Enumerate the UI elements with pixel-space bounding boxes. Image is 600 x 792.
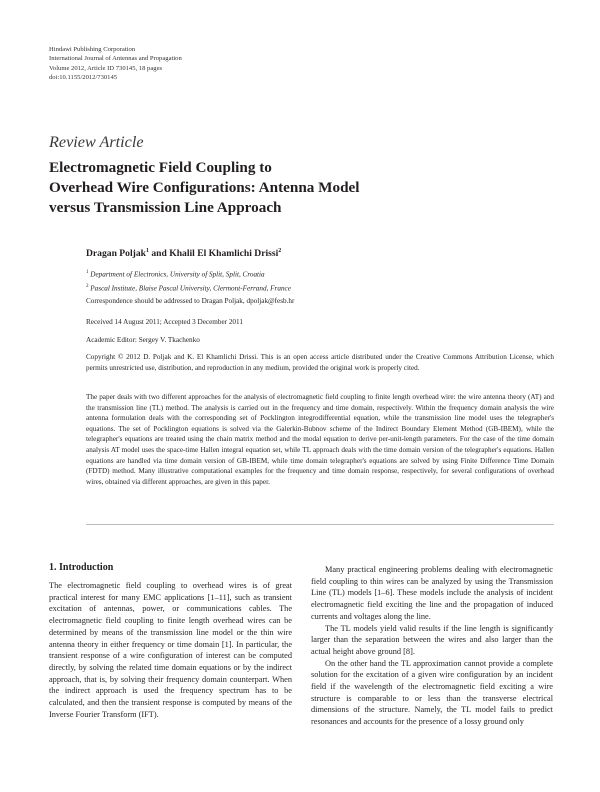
abstract: The paper deals with two different approaches for the analysis of electromagnetic field coupling to finite length overhead wire: the wire antenna theory (AT) and the transmission line (TL) method. The analysis is carried out in the frequency and time domain, respectively. Within the frequency domain analysis the wire antenna formulation deals with the corresponding set of Pocklington integrodifferential equation, while the transmission line model uses the telegrapher's equations. The set of Pocklington equations is solved via the Galerkin-Bubnov scheme of the Indirect Boundary Element Method (GB-IBEM), while the telegrapher's equations are treated using the chain matrix method and the modal equation to derive per-unit-length parameters. For the case of the time domain analysis AT model uses the space-time Hallen integral equation set, while TL approach deals with the time domain version of the telegrapher's equations. Hallen equations are handled via time domain version of GB-IBEM, while time domain telegrapher's equations are solved by using Finite Difference Time Domain (FDTD) method. Many illustrative computational examples for the frequency and time domain response, respectively, for several configurations of overhead wires, obtained via different approaches, are given in this paper. <box>86 393 554 486</box>
author-name: Khalil El Khamlichi Drissi <box>169 248 279 260</box>
journal-name-line: International Journal of Antennas and Propagation <box>49 55 182 63</box>
received-dates: Received 14 August 2011; Accepted 3 December 2011 <box>86 318 243 326</box>
correspondence-note: Correspondence should be addressed to Dragan Poljak, dpoljak@fesb.hr <box>86 297 295 305</box>
body-paragraph: On the other hand the TL approximation cannot provide a complete solution for the excitation of a given wire configuration by an incident field if the wavelength of the electromagnetic field exciting a wire structure is comparable to or less than the transverse electrical dimensions of the structure. Namely, the TL model fails to predict resonances and accounts for the presence of a lossy ground only <box>311 658 553 727</box>
author-list <box>86 248 281 259</box>
publisher-line: Hindawi Publishing Corporation <box>49 46 136 53</box>
affiliation-text: Pascal Institute, Blaise Pascal University, Clermont-Ferrand, France <box>88 284 291 293</box>
paper-title <box>49 158 360 218</box>
right-column <box>311 564 553 728</box>
affiliation-mark: 1 <box>86 270 89 275</box>
copyright-notice: Copyright © 2012 D. Poljak and K. El Khamlichi Drissi. This is an open access article distributed under the Creative Commons Attribution License, which permits unrestricted use, distribution, and reproduction in any medium, provided the original work is properly cited. <box>86 353 554 372</box>
article-type: Review Article <box>49 133 144 151</box>
affiliation-mark: 2 <box>86 283 89 289</box>
author-name: Dragan Poljak <box>86 248 146 260</box>
abstract-divider <box>86 524 554 525</box>
body-paragraph: The TL models yield valid results if the line length is significantly larger than the separation between the wires and also larger than the actual height above ground [8]. <box>311 623 553 656</box>
title-line: Electromagnetic Field Coupling to <box>49 159 272 176</box>
academic-editor: Academic Editor: Sergey V. Tkachenko <box>86 336 200 344</box>
journal-header <box>49 45 182 83</box>
author-affiliation-mark: 1 <box>145 248 149 254</box>
affiliation <box>86 281 291 295</box>
affiliation <box>86 267 291 281</box>
volume-line: Volume 2012, Article ID 730145, 18 pages <box>49 64 163 72</box>
author-affiliation-mark: 2 <box>278 248 282 254</box>
affiliations <box>86 267 291 295</box>
affiliation-text: Department of Electronics, University of Split, Split, Croatia <box>88 270 265 279</box>
section-heading: 1. Introduction <box>49 562 114 573</box>
left-column <box>49 580 292 720</box>
body-paragraph: Many practical engineering problems dealing with electromagnetic field coupling to thin wires can be analyzed by using the Transmission Line (TL) models [1–6]. These models include the analysis of incident electromagnetic field exciting the line and the propagation of induced currents and voltages along the line. <box>311 565 553 621</box>
author-conjunction: and <box>148 248 170 260</box>
title-line: versus Transmission Line Approach <box>49 199 282 216</box>
body-paragraph: The electromagnetic field coupling to overhead wires is of great practical interest for many EMC applications [1–11], such as transient excitation of antennas, power, or communications cables. The electromagnetic field coupling to finite length overhead wires can be determined by means of the transmission line model or the thin wire antenna theory in either frequency or time domain [1]. In particular, the transient response of a wire configuration of interest can be computed directly, by solving the related time domain equations or by the indirect approach, that is, by solving their frequency domain counterpart. When the indirect approach is used the frequency spectrum has to be calculated, and then the transient response is computed by means of the Inverse Fourier Transform (IFT). <box>49 581 292 719</box>
title-line: Overhead Wire Configurations: Antenna Model <box>49 179 360 196</box>
doi-line: doi:10.1155/2012/730145 <box>49 74 118 82</box>
